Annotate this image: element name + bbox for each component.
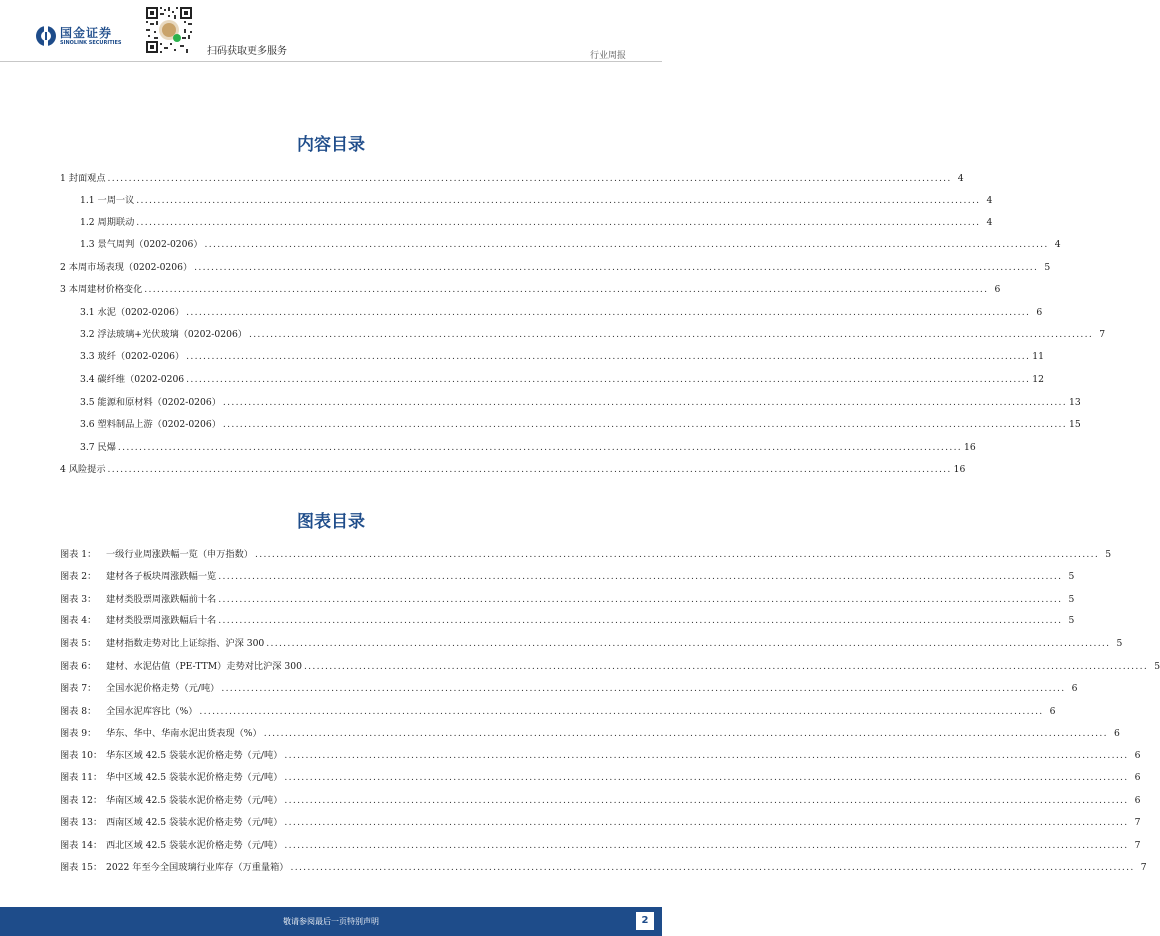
figure-entry-page: 6	[1134, 772, 1141, 783]
toc-entry-label: 3.2 浮法玻璃+光伏玻璃（0202-0206）	[80, 329, 247, 340]
toc-entry-label: 3.1 水泥（0202-0206）	[80, 307, 185, 318]
figure-entry-page: 6	[1049, 706, 1056, 717]
company-logo	[36, 26, 122, 46]
toc-entry-page: 6	[994, 284, 1001, 295]
toc-entry[interactable]	[80, 238, 1061, 251]
toc-entry-label: 3.5 能源和原材料（0202-0206）	[80, 397, 221, 408]
toc-entry[interactable]	[60, 463, 966, 476]
figure-leader-dots: ........................................................................................................................................................................................................	[255, 549, 1100, 560]
figure-entry[interactable]	[60, 660, 1160, 673]
figure-leader-dots: ........................................................................................................................................................................................................	[266, 638, 1111, 649]
toc-entry-page: 16	[964, 442, 976, 453]
toc-entry[interactable]	[80, 216, 993, 229]
toc-entry-page: 6	[1036, 307, 1043, 318]
figure-entry[interactable]	[60, 839, 1141, 852]
toc-entry-page: 7	[1099, 329, 1106, 340]
toc-entry-label: 3.6 塑料制品上游（0202-0206）	[80, 419, 221, 430]
toc-entry[interactable]	[80, 441, 976, 454]
toc-entry-page: 13	[1069, 397, 1081, 408]
figure-leader-dots: ........................................................................................................................................................................................................	[303, 661, 1149, 672]
toc-entry-label: 3.4 碳纤维（0202-0206	[80, 374, 185, 385]
figure-entry-label: 华东、华中、华南水泥出货表现（%）	[106, 728, 262, 739]
toc-leader-dots: ........................................................................................................................................................................................................	[117, 442, 963, 453]
figure-entry-page: 7	[1134, 840, 1141, 851]
figure-entry[interactable]	[60, 548, 1112, 561]
figure-entry[interactable]	[60, 705, 1056, 718]
figure-leader-dots: ........................................................................................................................................................................................................	[263, 728, 1108, 739]
toc-leader-dots: ........................................................................................................................................................................................................	[107, 464, 952, 475]
toc-entry[interactable]	[80, 194, 993, 207]
figure-entry-number: 图表 8：	[60, 706, 97, 717]
figure-entry-number: 图表 9：	[60, 728, 97, 739]
toc-leader-dots: ........................................................................................................................................................................................................	[107, 173, 952, 184]
toc-entry-label: 1 封面观点	[60, 173, 106, 184]
figure-entry-page: 7	[1134, 817, 1141, 828]
figure-entry-label: 一级行业周涨跌幅一览（申万指数）	[106, 549, 253, 560]
toc-entry-page: 15	[1069, 419, 1081, 430]
figure-entry-page: 7	[1140, 862, 1147, 873]
figure-entry[interactable]	[60, 637, 1123, 650]
toc-entry-page: 5	[1044, 262, 1051, 273]
figure-leader-dots: ........................................................................................................................................................................................................	[199, 706, 1044, 717]
figure-entry-number: 图表 7：	[60, 683, 97, 694]
figure-entry-label: 建材、水泥估值（PE-TTM）走势对比沪深 300	[106, 661, 302, 672]
toc-entry-label: 3.7 民爆	[80, 442, 116, 453]
figure-entry-label: 西北区域 42.5 袋装水泥价格走势（元/吨）	[106, 840, 283, 851]
figure-list-title: 图表目录	[297, 512, 365, 532]
logo-name-en: SINOLINK SECURITIES	[60, 39, 122, 46]
figure-entry-label: 全国水泥库容比（%）	[106, 706, 198, 717]
figure-entry-number: 图表 12：	[60, 795, 103, 806]
figure-entry[interactable]	[60, 771, 1141, 784]
toc-entry-label: 3 本周建材价格变化	[60, 284, 143, 295]
figure-entry[interactable]	[60, 794, 1141, 807]
toc-leader-dots: ........................................................................................................................................................................................................	[186, 307, 1031, 318]
logo-mark-icon	[36, 26, 56, 46]
toc-entry-page: 16	[953, 464, 966, 475]
figure-entry-number: 图表 2：	[60, 571, 97, 582]
toc-entry[interactable]	[80, 396, 1081, 409]
figure-entry-number: 图表 4：	[60, 615, 97, 626]
figure-leader-dots: ........................................................................................................................................................................................................	[284, 795, 1129, 806]
toc-entry-label: 3.3 玻纤（0202-0206）	[80, 351, 185, 362]
figure-entry-label: 华中区域 42.5 袋装水泥价格走势（元/吨）	[106, 772, 283, 783]
toc-leader-dots: ........................................................................................................................................................................................................	[222, 419, 1067, 430]
figure-leader-dots: ........................................................................................................................................................................................................	[221, 683, 1066, 694]
toc-leader-dots: ........................................................................................................................................................................................................	[204, 239, 1049, 250]
scan-service-text: 扫码获取更多服务	[207, 46, 287, 57]
toc-entry[interactable]	[60, 261, 1051, 274]
figure-entry-page: 5	[1105, 549, 1112, 560]
toc-leader-dots: ........................................................................................................................................................................................................	[186, 351, 1031, 362]
figure-entry[interactable]	[60, 614, 1075, 627]
figure-leader-dots: ........................................................................................................................................................................................................	[290, 862, 1135, 873]
figure-entry[interactable]	[60, 593, 1075, 606]
figure-entry-label: 华东区域 42.5 袋装水泥价格走势（元/吨）	[106, 750, 283, 761]
figure-entry-label: 建材类股票周涨跌幅前十名	[106, 594, 217, 605]
page-number: 2	[636, 912, 654, 930]
figure-entry-label: 建材类股票周涨跌幅后十名	[106, 615, 217, 626]
header-divider	[0, 61, 662, 62]
page-header	[0, 0, 662, 62]
figure-leader-dots: ........................................................................................................................................................................................................	[218, 571, 1063, 582]
toc-entry-label: 1.3 景气周判（0202-0206）	[80, 239, 203, 250]
figure-entry-number: 图表 13：	[60, 817, 103, 828]
toc-entry[interactable]	[80, 328, 1106, 341]
figure-entry-page: 6	[1134, 750, 1141, 761]
toc-entry-label: 1.2 周期联动	[80, 217, 135, 228]
figure-leader-dots: ........................................................................................................................................................................................................	[284, 750, 1129, 761]
page-footer	[0, 907, 662, 936]
logo-name-cn: 国金证券	[60, 25, 113, 40]
figure-entry[interactable]	[60, 682, 1078, 695]
figure-entry-page: 6	[1134, 795, 1141, 806]
figure-leader-dots: ........................................................................................................................................................................................................	[284, 840, 1129, 851]
figure-entry-label: 华南区域 42.5 袋装水泥价格走势（元/吨）	[106, 795, 283, 806]
figure-entry-number: 图表 14：	[60, 840, 103, 851]
figure-entry-number: 图表 1：	[60, 549, 97, 560]
figure-leader-dots: ........................................................................................................................................................................................................	[284, 772, 1129, 783]
figure-entry-page: 5	[1068, 571, 1075, 582]
figure-entry-page: 5	[1116, 638, 1123, 649]
toc-entry[interactable]	[80, 350, 1044, 363]
toc-leader-dots: ........................................................................................................................................................................................................	[186, 374, 1031, 385]
figure-entry-number: 图表 10：	[60, 750, 103, 761]
figure-entry-page: 6	[1071, 683, 1078, 694]
toc-title: 内容目录	[297, 135, 365, 155]
toc-entry[interactable]	[80, 418, 1081, 431]
toc-leader-dots: ........................................................................................................................................................................................................	[136, 217, 981, 228]
figure-entry-label: 建材指数走势对比上证综指、沪深 300	[106, 638, 265, 649]
toc-entry[interactable]	[60, 172, 964, 185]
toc-entry-label: 1.1 一周一议	[80, 195, 135, 206]
figure-entry-page: 5	[1068, 594, 1075, 605]
figure-leader-dots: ........................................................................................................................................................................................................	[284, 817, 1129, 828]
disclaimer-note: 敬请参阅最后一页特别声明	[283, 917, 379, 926]
figure-entry[interactable]	[60, 727, 1120, 740]
figure-entry-number: 图表 5：	[60, 638, 97, 649]
toc-entry-page: 11	[1032, 351, 1044, 362]
qr-code-icon[interactable]	[144, 5, 194, 55]
toc-entry[interactable]	[80, 373, 1044, 386]
figure-leader-dots: ........................................................................................................................................................................................................	[218, 615, 1063, 626]
toc-entry-label: 2 本周市场表现（0202-0206）	[60, 262, 193, 273]
figure-entry-label: 西南区域 42.5 袋装水泥价格走势（元/吨）	[106, 817, 283, 828]
toc-leader-dots: ........................................................................................................................................................................................................	[222, 397, 1067, 408]
figure-entry-page: 5	[1154, 661, 1160, 672]
figure-entry-page: 5	[1068, 615, 1075, 626]
toc-entry[interactable]	[80, 306, 1043, 319]
toc-leader-dots: ........................................................................................................................................................................................................	[144, 284, 989, 295]
figure-entry-label: 全国水泥价格走势（元/吨）	[106, 683, 220, 694]
figure-entry[interactable]	[60, 749, 1141, 762]
figure-entry-label: 2022 年至今全国玻璃行业库存（万重量箱）	[106, 862, 289, 873]
figure-entry-page: 6	[1113, 728, 1120, 739]
toc-entry-page: 12	[1032, 374, 1044, 385]
figure-entry-number: 图表 11：	[60, 772, 103, 783]
figure-entry-number: 图表 15：	[60, 862, 103, 873]
toc-leader-dots: ........................................................................................................................................................................................................	[194, 262, 1039, 273]
figure-entry-number: 图表 6：	[60, 661, 97, 672]
toc-entry-label: 4 风险提示	[60, 464, 106, 475]
figure-entry[interactable]	[60, 861, 1147, 874]
figure-entry-number: 图表 3：	[60, 594, 97, 605]
figure-leader-dots: ........................................................................................................................................................................................................	[218, 594, 1063, 605]
figure-entry[interactable]	[60, 816, 1141, 829]
report-type-label: 行业周报	[589, 51, 626, 61]
figure-entry[interactable]	[60, 570, 1075, 583]
toc-entry-page: 4	[957, 173, 964, 184]
toc-leader-dots: ........................................................................................................................................................................................................	[136, 195, 981, 206]
toc-entry-page: 4	[1054, 239, 1061, 250]
toc-leader-dots: ........................................................................................................................................................................................................	[248, 329, 1094, 340]
toc-entry-page: 4	[986, 217, 993, 228]
toc-entry[interactable]	[60, 283, 1001, 296]
figure-entry-label: 建材各子板块周涨跌幅一览	[106, 571, 217, 582]
toc-entry-page: 4	[986, 195, 993, 206]
